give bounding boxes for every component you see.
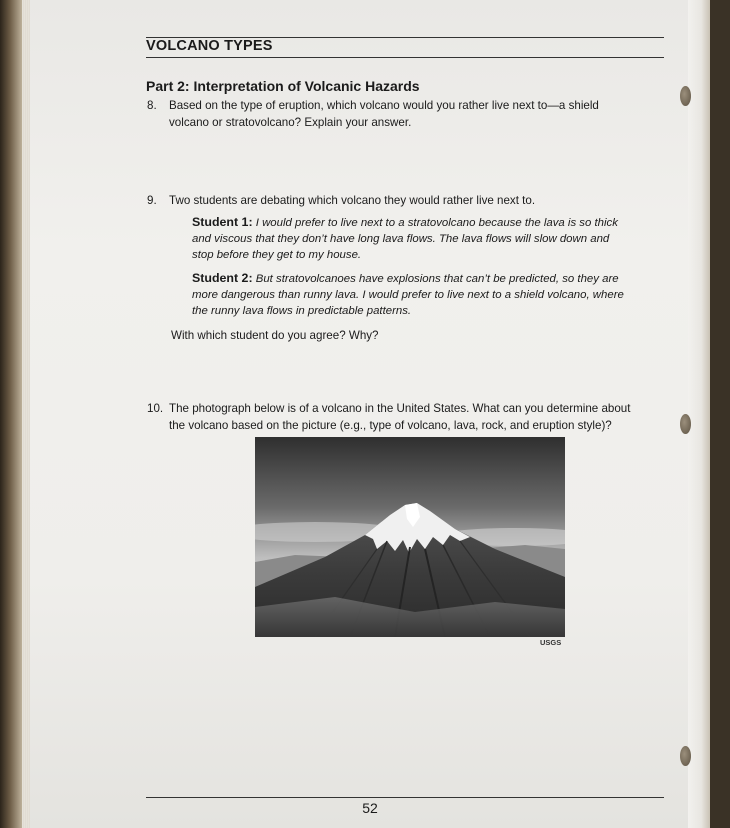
- question-text-line: The photograph below is of a volcano in the United States. What can you determine about: [169, 402, 631, 415]
- workbook-page: [30, 0, 710, 828]
- statement-line: stop before they get to my house.: [192, 249, 362, 261]
- statement-line: more dangerous than runny lava. I would prefer to live next to a shield volcano, where: [192, 289, 624, 301]
- page-number: 52: [362, 800, 378, 816]
- student-1-statement: [192, 214, 662, 263]
- header-bottom-rule: [146, 57, 664, 58]
- binder-hole: [680, 86, 691, 106]
- statement-line: But stratovolcanoes have explosions that can’t be predicted, so they are: [255, 273, 619, 285]
- question-text-line: Two students are debating which volcano they would rather live next to.: [169, 194, 536, 207]
- statement-line: I would prefer to live next to a stratovolcano because the lava is so thick: [255, 217, 618, 229]
- question-text-line: the volcano based on the picture (e.g., type of volcano, lava, rock, and eruption style)?: [169, 419, 612, 432]
- question-number: 10.: [147, 402, 164, 415]
- question-10: [147, 400, 677, 434]
- footer-rule: [146, 797, 664, 798]
- statement-line: and viscous that they don’t have long lava flows. The lava flows will slow down and: [192, 233, 610, 245]
- binder-hole: [680, 414, 691, 434]
- header-top-rule: [146, 37, 664, 38]
- photo-credit: USGS: [540, 638, 562, 647]
- page-edge: [688, 0, 710, 828]
- question-9: [147, 192, 667, 209]
- student-2-statement: [192, 270, 662, 319]
- student-label: Student 2:: [192, 271, 253, 285]
- volcano-image: [255, 437, 565, 637]
- volcano-photo: [255, 437, 565, 637]
- statement-line: the runny lava flows in predictable patterns.: [192, 305, 412, 317]
- student-label: Student 1:: [192, 215, 253, 229]
- question-8: [147, 97, 667, 131]
- question-number: 8.: [147, 99, 157, 112]
- question-text-line: Based on the type of eruption, which volcano would you rather live next to—a shield: [169, 99, 599, 112]
- binder-hole: [680, 746, 691, 766]
- book-binding: [0, 0, 24, 828]
- section-header: VOLCANO TYPES: [146, 38, 273, 54]
- question-9-prompt: With which student do you agree? Why?: [171, 329, 379, 342]
- part-heading: Part 2: Interpretation of Volcanic Hazards: [146, 78, 420, 94]
- question-text-line: volcano or stratovolcano? Explain your answer.: [169, 116, 412, 129]
- question-number: 9.: [147, 194, 157, 207]
